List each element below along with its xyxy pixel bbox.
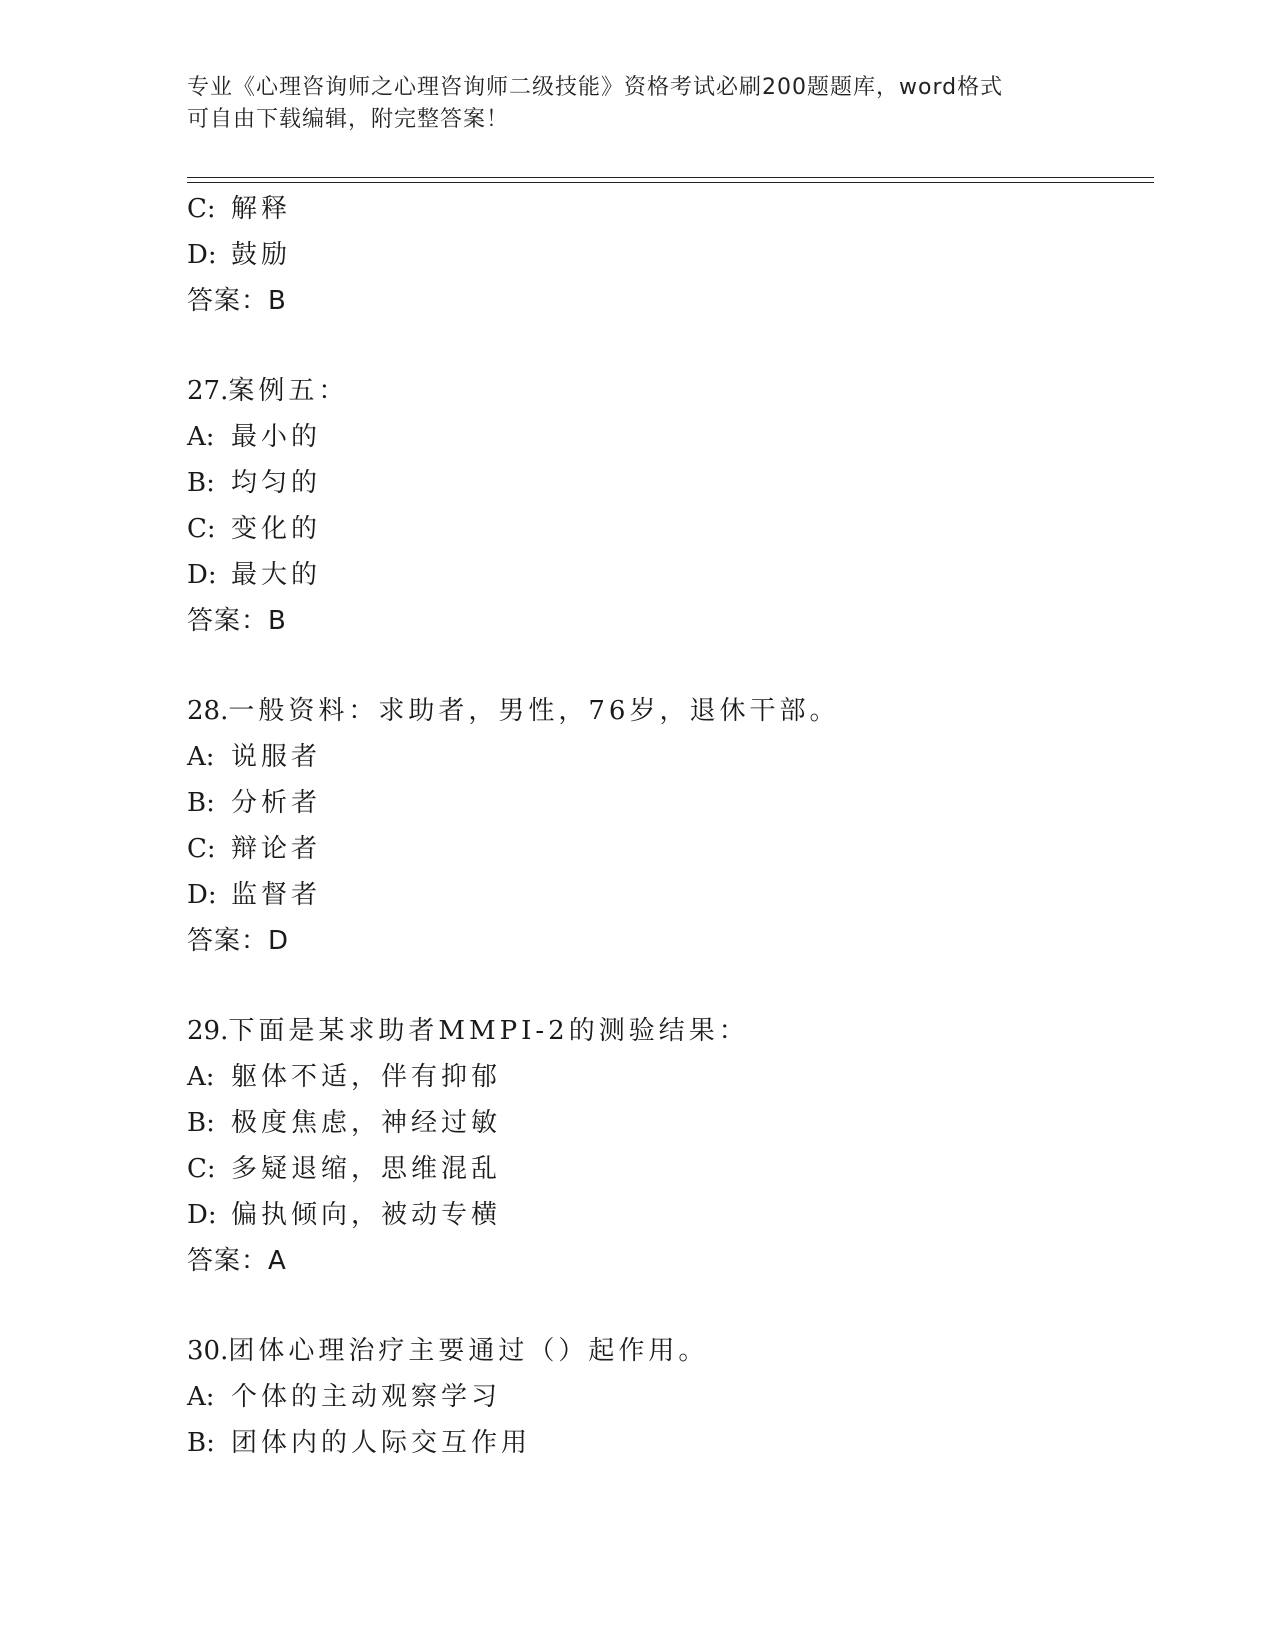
option-a	[187, 1054, 1147, 1100]
question-block-27	[187, 368, 1147, 644]
question-text: 一般资料：求助者，男性，76岁，退休干部。	[228, 696, 840, 726]
option-key: C:	[187, 834, 216, 864]
option-text: 个体的主动观察学习	[231, 1382, 502, 1412]
option-a	[187, 734, 1147, 780]
question-list	[187, 186, 1147, 1466]
option-key: D:	[187, 240, 217, 270]
option-key: D:	[187, 560, 217, 590]
option-b	[187, 1420, 1147, 1466]
option-key: A:	[187, 1062, 215, 1092]
question-number: 30.	[187, 1336, 229, 1366]
answer-line: 答案：B	[187, 286, 287, 316]
option-c	[187, 186, 1147, 232]
answer-line: 答案：D	[187, 926, 290, 956]
question-number: 28.	[187, 696, 229, 726]
option-c	[187, 826, 1147, 872]
option-key: B:	[187, 1428, 215, 1458]
question-text: 团体心理治疗主要通过（）起作用。	[228, 1336, 709, 1366]
question-text: 案例五：	[228, 376, 349, 406]
question-block-prev	[187, 186, 1147, 324]
option-d	[187, 872, 1147, 918]
option-text: 分析者	[231, 788, 322, 818]
question-stem	[187, 1008, 1147, 1054]
option-key: B:	[187, 468, 215, 498]
option-d	[187, 1192, 1147, 1238]
question-block-30	[187, 1328, 1147, 1466]
option-c	[187, 1146, 1147, 1192]
question-stem	[187, 368, 1147, 414]
question-stem	[187, 688, 1147, 734]
option-key: A:	[187, 742, 215, 772]
option-key: B:	[187, 1108, 215, 1138]
question-text: 下面是某求助者MMPI-2的测验结果：	[228, 1016, 749, 1046]
option-text: 辩论者	[231, 834, 322, 864]
header-title-line-2: 可自由下载编辑，附完整答案！	[187, 107, 510, 132]
option-text: 多疑退缩，思维混乱	[231, 1154, 502, 1184]
option-a	[187, 414, 1147, 460]
question-number: 27.	[187, 376, 229, 406]
option-text: 偏执倾向，被动专横	[231, 1200, 502, 1230]
spacer	[187, 964, 1147, 1008]
option-b	[187, 460, 1147, 506]
option-a	[187, 1374, 1147, 1420]
option-text: 最小的	[231, 422, 322, 452]
option-b	[187, 1100, 1147, 1146]
question-block-28	[187, 688, 1147, 964]
option-text: 团体内的人际交互作用	[231, 1428, 532, 1458]
option-text: 最大的	[231, 560, 322, 590]
question-stem	[187, 1328, 1147, 1374]
option-d	[187, 552, 1147, 598]
option-text: 监督者	[231, 880, 322, 910]
option-b	[187, 780, 1147, 826]
question-number: 29.	[187, 1016, 229, 1046]
option-key: C:	[187, 1154, 216, 1184]
option-key: C:	[187, 194, 216, 224]
option-c	[187, 506, 1147, 552]
question-block-29	[187, 1008, 1147, 1284]
option-key: B:	[187, 788, 215, 818]
spacer	[187, 644, 1147, 688]
option-text: 解释	[231, 194, 292, 224]
option-key: D:	[187, 880, 217, 910]
header-divider-bottom	[187, 182, 1154, 183]
option-text: 均匀的	[231, 468, 322, 498]
option-key: C:	[187, 514, 216, 544]
option-key: A:	[187, 422, 215, 452]
answer-line: 答案：A	[187, 1246, 287, 1276]
option-text: 躯体不适，伴有抑郁	[231, 1062, 502, 1092]
answer-line: 答案：B	[187, 606, 287, 636]
option-key: A:	[187, 1382, 215, 1412]
option-key: D:	[187, 1200, 217, 1230]
option-text: 鼓励	[231, 240, 292, 270]
option-text: 变化的	[231, 514, 322, 544]
option-d	[187, 232, 1147, 278]
option-text: 说服者	[231, 742, 322, 772]
header-divider-top	[187, 177, 1154, 178]
spacer	[187, 324, 1147, 368]
header-title-line-1: 专业《心理咨询师之心理咨询师二级技能》资格考试必刷200题题库，word格式	[187, 75, 1004, 100]
option-text: 极度焦虑，神经过敏	[231, 1108, 502, 1138]
document-header	[187, 72, 1067, 136]
spacer	[187, 1284, 1147, 1328]
